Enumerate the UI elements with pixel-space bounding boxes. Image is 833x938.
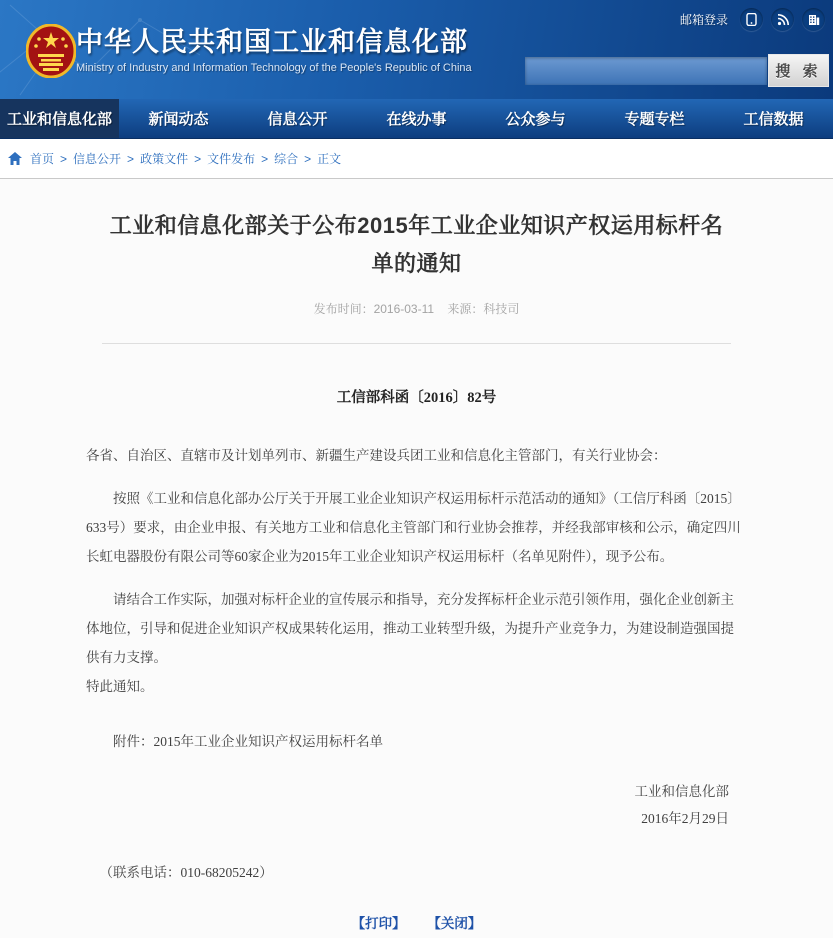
nav-item-special-topics[interactable]: 专题专栏 [624, 111, 685, 128]
article-title: 工业和信息化部关于公布2015年工业企业知识产权运用标杆名单的通知 [109, 213, 724, 276]
signature-block [86, 778, 747, 832]
search-input[interactable] [525, 57, 767, 85]
site-header [0, 0, 833, 99]
site-title: 中华人民共和国工业和信息化部 [76, 27, 468, 57]
signer: 工业和信息化部 [634, 784, 729, 799]
nav-item-news[interactable]: 新闻动态 [148, 111, 209, 128]
close-button[interactable]: 【关闭】 [427, 916, 482, 931]
breadcrumb-separator: > [194, 151, 202, 166]
breadcrumb [0, 139, 833, 179]
national-emblem [26, 24, 76, 78]
breadcrumb-general[interactable]: 综合 [274, 152, 299, 166]
rss-icon[interactable] [771, 8, 794, 31]
paragraph-1: 按照《工业和信息化部办公厅关于开展工业企业知识产权运用标杆示范活动的通知》（工信厅科函〔2015〕633号）要求，由企业申报、有关地方工业和信息化主管部门和行业协会推荐，并经我部审核和公示，确定四川长虹电器股份有限公司等60家企业为2015年工业企业知识产权运用标杆（名单见附件），现予公布。 [86, 491, 741, 564]
breadcrumb-separator: > [127, 151, 135, 166]
contact-line: （联系电话：010-68205242） [99, 865, 273, 880]
breadcrumb-separator: > [261, 151, 269, 166]
paragraph-2: 请结合工作实际，加强对标杆企业的宣传展示和指导，充分发挥标杆企业示范引领作用，强化企业创新主体地位，引导和促进企业知识产权成果转化运用，推动工业转型升级，为提升产业竞争力，为建设制造强国提供有力支撑。 [86, 592, 734, 665]
nav-item-mii-data[interactable]: 工信数据 [743, 111, 804, 128]
breadcrumb-separator: > [304, 151, 312, 166]
site-title-block [76, 26, 472, 74]
search-button[interactable]: 搜 索 [768, 54, 829, 87]
publish-time: 发布时间：2016-03-11 [313, 302, 435, 316]
print-button[interactable]: 【打印】 [351, 916, 406, 931]
notice-end-line: 特此通知。 [86, 679, 154, 694]
breadcrumb-home[interactable]: 首页 [30, 152, 55, 166]
site-subtitle: Ministry of Industry and Information Technology of the People's Republic of China [76, 62, 472, 74]
content-area [0, 179, 833, 931]
article-source: 来源：科技司 [447, 302, 520, 316]
document-body [86, 384, 747, 938]
attachment-line: 附件：2015年工业企业知识产权运用标杆名单 [113, 734, 383, 749]
document-number: 工信部科函〔2016〕82号 [336, 390, 497, 406]
breadcrumb-policy-docs[interactable]: 政策文件 [140, 152, 189, 166]
nav-item-public-participation[interactable]: 公众参与 [505, 111, 566, 128]
breadcrumb-separator: > [60, 151, 68, 166]
article [0, 179, 833, 938]
nav-item-info-disclosure[interactable]: 信息公开 [267, 111, 328, 128]
article-actions [86, 909, 747, 938]
breadcrumb-info-disclosure[interactable]: 信息公开 [73, 152, 122, 166]
header-top-links [680, 8, 825, 31]
mobile-icon[interactable] [740, 8, 763, 31]
search-bar [525, 54, 829, 87]
addressee-line: 各省、自治区、直辖市及计划单列市、新疆生产建设兵团工业和信息化主管部门，有关行业协会： [86, 448, 667, 463]
nav-item-online-service[interactable]: 在线办事 [386, 111, 447, 128]
breadcrumb-doc-release[interactable]: 文件发布 [207, 152, 256, 166]
building-icon[interactable] [802, 8, 825, 31]
article-head [102, 179, 731, 344]
sign-date: 2016年2月29日 [641, 811, 729, 826]
mail-login-link[interactable]: 邮箱登录 [679, 13, 728, 27]
home-icon [8, 152, 22, 165]
breadcrumb-current-article[interactable]: 正文 [317, 152, 342, 166]
main-nav [0, 99, 833, 139]
article-meta [102, 300, 731, 317]
nav-item-ministry[interactable]: 工业和信息化部 [0, 99, 119, 138]
